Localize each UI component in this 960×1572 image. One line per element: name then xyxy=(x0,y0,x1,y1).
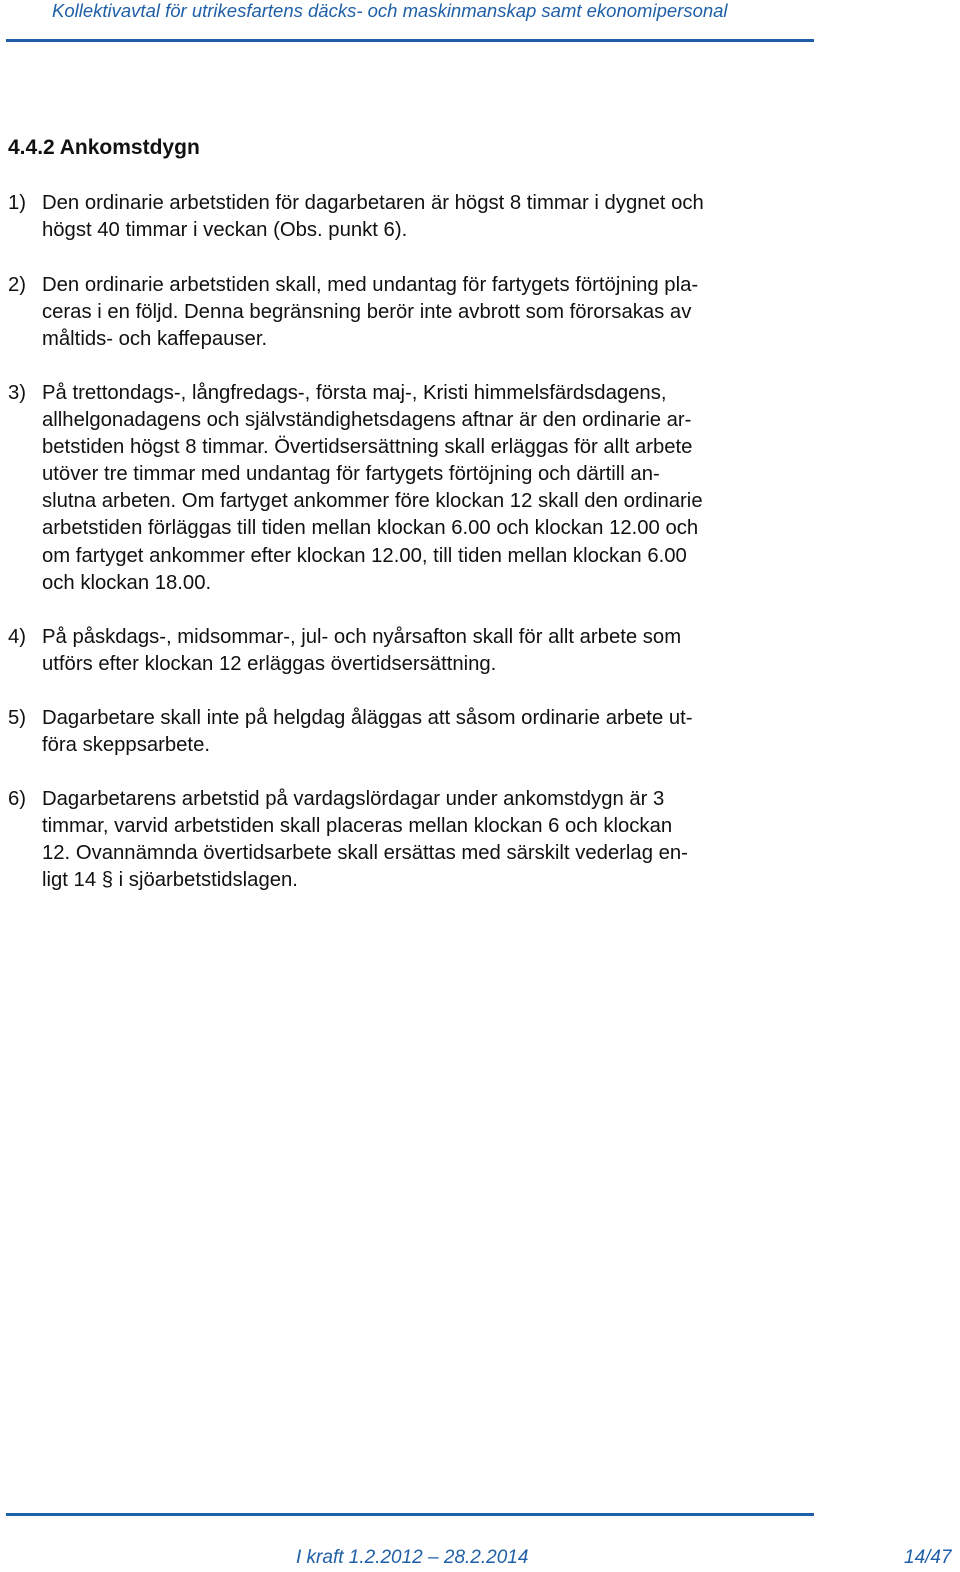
list-item-4 xyxy=(8,624,828,678)
list-item-line: högst 40 timmar i veckan (Obs. punkt 6). xyxy=(42,219,408,242)
footer-validity-date: I kraft 1.2.2012 – 28.2.2014 xyxy=(296,1547,529,1568)
list-item-5 xyxy=(8,705,828,759)
list-item-line: utförs efter klockan 12 erläggas övertidsersättning. xyxy=(42,653,497,676)
list-item-line: På påskdags-, midsommar-, jul- och nyårsafton skall för allt arbete som xyxy=(42,626,682,648)
list-item-line: Den ordinarie arbetstiden för dagarbetaren är högst 8 timmar i dygnet och xyxy=(42,192,704,214)
list-item-3 xyxy=(8,380,828,597)
list-item-2 xyxy=(8,272,828,353)
list-item-1 xyxy=(8,190,828,244)
list-item-line: om fartyget ankommer efter klockan 12.00, till tiden mellan klockan 6.00 xyxy=(42,544,687,567)
list-item-line: Dagarbetarens arbetstid på vardagslördagar under ankomstdygn är 3 xyxy=(42,788,665,810)
list-item-line: måltids- och kaffepauser. xyxy=(42,328,268,351)
list-item-number: 4) xyxy=(8,626,27,648)
page-header-title: Kollektivavtal för utrikesfartens däcks- och maskinmanskap samt ekonomipersonal xyxy=(52,0,728,21)
list-item-line: Den ordinarie arbetstiden skall, med undantag för fartygets förtöjning pla- xyxy=(42,274,699,296)
list-item-number: 6) xyxy=(8,788,27,810)
list-item-line: ligt 14 § i sjöarbetstidslagen. xyxy=(42,869,298,892)
list-item-number: 3) xyxy=(8,382,27,404)
list-item-line: 12. Ovannämnda övertidsarbete skall ersättas med särskilt vederlag en- xyxy=(42,842,688,865)
list-item-6 xyxy=(8,786,828,894)
list-item-line: betstiden högst 8 timmar. Övertidsersättning skall erläggas för allt arbete xyxy=(42,436,693,459)
section-heading: 4.4.2 Ankomstdygn xyxy=(8,136,200,159)
list-item-line: timmar, varvid arbetstiden skall placeras mellan klockan 6 och klockan xyxy=(42,815,673,838)
list-item-line: ceras i en följd. Denna begränsning berör inte avbrott som förorsakas av xyxy=(42,301,692,324)
list-item-line: allhelgonadagens och självständighetsdagens aftnar är den ordinarie ar- xyxy=(42,409,692,432)
list-item-line: På trettondags-, långfredags-, första maj-, Kristi himmelsfärdsdagens, xyxy=(42,382,667,404)
list-item-number: 1) xyxy=(8,192,27,214)
list-item-number: 2) xyxy=(8,274,27,296)
header-divider xyxy=(6,39,814,42)
list-item-line: och klockan 18.00. xyxy=(42,571,212,594)
list-item-number: 5) xyxy=(8,707,27,729)
list-item-line: slutna arbeten. Om fartyget ankommer före klockan 12 skall den ordinarie xyxy=(42,490,703,513)
list-item-line: Dagarbetare skall inte på helgdag åläggas att såsom ordinarie arbete ut- xyxy=(42,707,693,729)
list-item-line: föra skeppsarbete. xyxy=(42,734,210,757)
footer-divider xyxy=(6,1513,814,1516)
list-item-line: utöver tre timmar med undantag för fartygets förtöjning och därtill an- xyxy=(42,463,660,486)
footer-page-number: 14/47 xyxy=(904,1547,952,1568)
list-item-line: arbetstiden förläggas till tiden mellan klockan 6.00 och klockan 12.00 och xyxy=(42,517,699,540)
